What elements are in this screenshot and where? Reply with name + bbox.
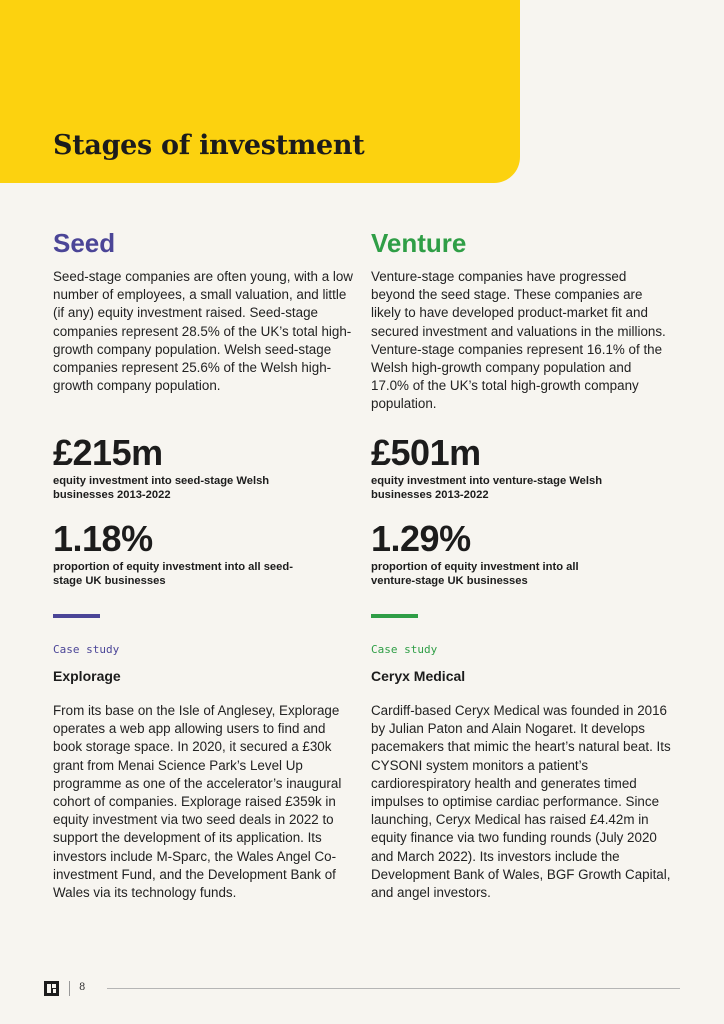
seed-case-name: Explorage — [53, 668, 121, 684]
venture-description: Venture-stage companies have progressed beyond the seed stage. These companies are likely to have developed product-market fit and secured investment and valuations in the millions. Venture-stage companies represent 16.1% of the Welsh high-growth company population and 17.0% of the UK’s total high-growth company population. — [371, 269, 666, 412]
venture-stat-proportion — [371, 520, 611, 588]
seed-case-body: From its base on the Isle of Anglesey, Explorage operates a web app allowing users to find and book storage space. In 2020, it secured a £30k grant from Menai Science Park’s Level Up programme as one of the accelerator’s inaugural cohort of companies. Explorage raised £359k in equity investment via two seed deals in 2022 to support the development of its application. Its investors include M-Sparc, the Wales Angel Co-investment Fund, and the Development Bank of Wales via its technology funds. — [53, 703, 342, 901]
venture-heading: Venture — [371, 228, 467, 258]
seed-stat-investment — [53, 434, 293, 502]
venture-stat-investment — [371, 434, 611, 502]
seed-column — [53, 226, 353, 395]
logo-icon — [44, 981, 59, 996]
venture-case-name: Ceryx Medical — [371, 668, 466, 684]
venture-case-tag: Case study — [371, 643, 438, 656]
seed-heading: Seed — [53, 228, 116, 258]
seed-stat-proportion — [53, 520, 293, 588]
seed-stat-investment-label: equity investment into seed-stage Welsh businesses 2013-2022 — [53, 475, 270, 501]
seed-case-tag: Case study — [53, 643, 120, 656]
seed-divider — [53, 614, 100, 618]
seed-stat-proportion-value: 1.18% — [53, 518, 153, 559]
venture-divider — [371, 614, 418, 618]
venture-stat-investment-value: £501m — [371, 432, 481, 473]
footer-rule — [107, 988, 680, 989]
venture-stat-proportion-label: proportion of equity investment into all venture-stage UK businesses — [371, 561, 579, 587]
seed-stat-investment-value: £215m — [53, 432, 163, 473]
venture-column — [371, 226, 671, 414]
page-number: 8 — [79, 982, 86, 993]
venture-stat-proportion-value: 1.29% — [371, 518, 471, 559]
venture-case-body: Cardiff-based Ceryx Medical was founded in 2016 by Julian Paton and Alain Nogaret. It develops pacemakers that mimic the heart’s natural beat. Its CYSONI system monitors a patient’s cardiorespiratory health and generates timed impulses to optimise cardiac performance. Since launching, Ceryx Medical has raised £4.42m in equity finance via two funding rounds (July 2020 and March 2022). Its investors include the Development Bank of Wales, BGF Growth Capital, and angel investors. — [371, 703, 671, 901]
venture-stat-investment-label: equity investment into venture-stage Welsh businesses 2013-2022 — [371, 475, 603, 501]
page-title: Stages of investment — [53, 130, 365, 161]
seed-description: Seed-stage companies are often young, with a low number of employees, a small valuation, and little (if any) equity investment raised. Seed-stage companies represent 28.5% of the UK’s total high-growth company population. Welsh seed-stage companies represent 25.6% of the Welsh high-growth company population. — [53, 269, 353, 394]
seed-stat-proportion-label: proportion of equity investment into all seed-stage UK businesses — [53, 561, 293, 587]
footer-separator — [69, 981, 70, 996]
